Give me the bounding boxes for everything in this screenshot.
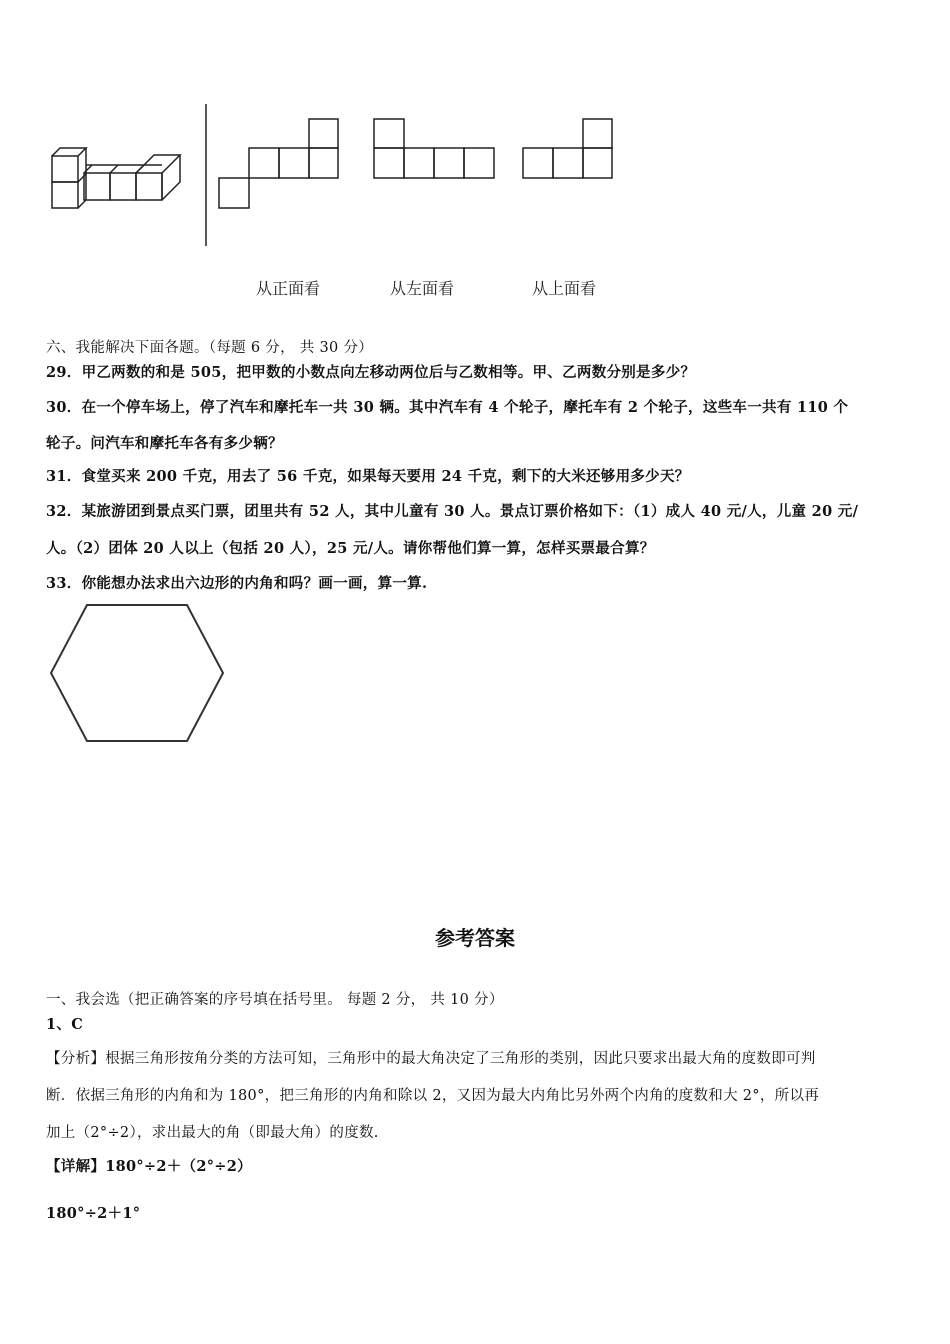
question-31: 31．食堂买来 200 千克，用去了 56 千克，如果每天要用 24 千克，剩下的大米还够用多少天？: [46, 468, 690, 485]
answer-1: 1、C: [46, 1016, 84, 1033]
caption-top-view: 从上面看: [532, 279, 597, 298]
section6-header: 六、我能解决下面各题。（每题 6 分， 共 30 分）: [46, 340, 374, 356]
answers-title: 参考答案: [435, 926, 515, 950]
analysis-line1: 【分析】根据三角形按角分类的方法可知，三角形中的最大角决定了三角形的类别，因此只要求出最大角的度数即可判: [46, 1051, 816, 1067]
question-33: 33．你能想办法求出六边形的内角和吗？画一画，算一算.: [46, 575, 428, 592]
question-30-line2: 轮子。问汽车和摩托车各有多少辆？: [46, 435, 283, 452]
detail-step1: 180°÷2＋1°: [46, 1205, 141, 1222]
caption-front-view: 从正面看: [256, 279, 321, 298]
question-32-line1: 32．某旅游团到景点买门票，团里共有 52 人，其中儿童有 30 人。景点订票价格如下：（1）成人 40 元/人，儿童 20 元/: [46, 503, 859, 520]
detail-line: 【详解】180°÷2＋（2°÷2）: [46, 1158, 252, 1175]
analysis-line2: 断．依据三角形的内角和为 180°，把三角形的内角和除以 2，又因为最大内角比另外两个内角的度数和大 2°，所以再: [46, 1088, 820, 1104]
question-30-line1: 30．在一个停车场上，停了汽车和摩托车一共 30 辆。其中汽车有 4 个轮子，摩托车有 2 个轮子，这些车一共有 110 个: [46, 399, 849, 416]
question-29: 29．甲乙两数的和是 505，把甲数的小数点向左移动两位后与乙数相等。甲、乙两数分别是多少？: [46, 364, 696, 381]
hexagon-shape: [51, 605, 223, 741]
caption-left-view: 从左面看: [390, 279, 455, 298]
question-32-line2: 人。（2）团体 20 人以上（包括 20 人），25 元/人。请你帮他们算一算，怎样买票最合算？: [46, 540, 655, 557]
answers-section1-header: 一、我会选（把正确答案的序号填在括号里。 每题 2 分， 共 10 分）: [46, 992, 504, 1008]
analysis-line3: 加上（2°÷2），求出最大的角（即最大角）的度数.: [46, 1125, 379, 1141]
